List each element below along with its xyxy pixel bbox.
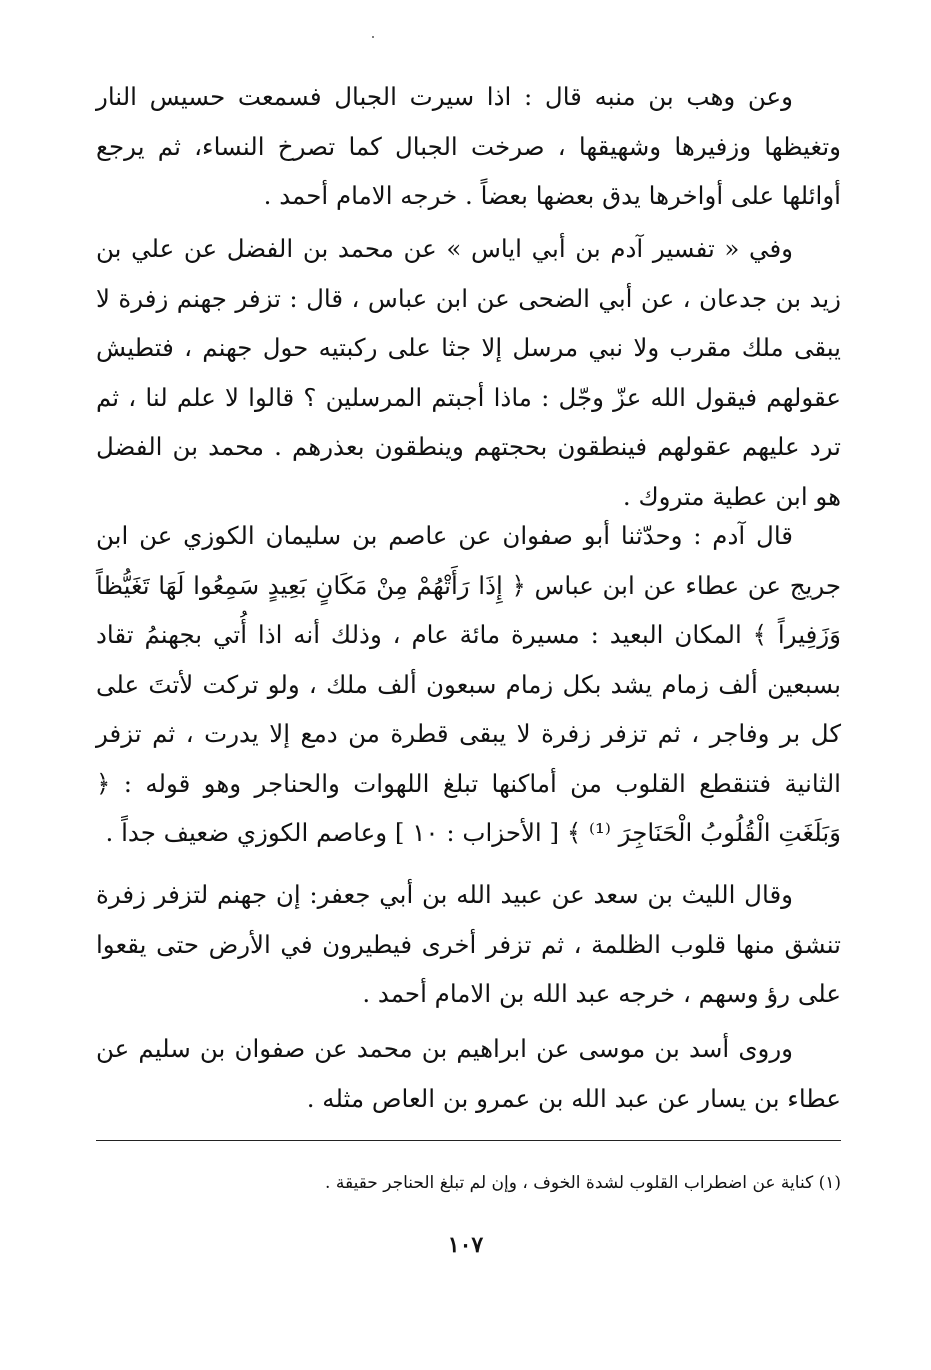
paragraph-text: وعن وهب بن منبه قال : اذا سيرت الجبال فسمعت حسيس النار وتغيظها وزفيرها وشهيقها ، صرخت الجبال كما تصرخ النساء، ثم يرجع أوائلها على أواخرها يدق بعضها بعضاً . خرجه الامام أحمد . xyxy=(96,82,841,210)
page-number: ١٠٧ xyxy=(447,1232,484,1258)
paragraph-qala-adam xyxy=(96,511,841,858)
footnote-divider xyxy=(96,1140,841,1141)
paragraph-layth xyxy=(96,870,841,1019)
paragraph-text: وروى أسد بن موسى عن ابراهيم بن محمد عن صفوان بن سليم عن عطاء بن يسار عن عبد الله بن عمرو بن العاص مثله . xyxy=(96,1034,841,1113)
scan-speck xyxy=(372,36,374,38)
paragraph-text: قال آدم : وحدّثنا أبو صفوان عن عاصم بن سليمان الكوزي عن ابن جريج عن عطاء عن ابن عباس ﴿ إِذَا رَأَتْهُمْ مِنْ مَكَانٍ بَعِيدٍ سَمِعُوا لَهَا تَغَيُّظاً وَزَفِيراً ﴾ المكان البعيد : مسيرة مائة عام ، وذلك أنه اذا أُتي بجهنمُ تقاد بسبعين ألف زمام يشد بكل زمام سبعون ألف ملك ، ولو تركت لأتتَ على كل بر وفاجر ، ثم تزفر زفرة لا يبقى قطرة من دمع إلا يدرت ، ثم تزفر الثانية فتنقطع القلوب من أماكنها تبلغ اللهوات والحناجر وهو قوله : ﴿ وَبَلَغَتِ الْقُلُوبُ الْحَنَاجِرَ ⁽¹⁾ ﴾ [ الأحزاب : ١٠ ] وعاصم الكوزي ضعيف جداً . xyxy=(96,521,841,847)
paragraph-text: وقال الليث بن سعد عن عبيد الله بن أبي جعفر: إن جهنم لتزفر زفرة تنشق منها قلوب الظلمة ، ثم تزفر أخرى فيطيرون في الأرض حتى يقعوا على رؤ وسهم ، خرجه عبد الله بن الامام أحمد . xyxy=(96,880,841,1008)
footnote: (١) كناية عن اضطراب القلوب لشدة الخوف ، وإن لم تبلغ الحناجر حقيقة . xyxy=(325,1173,841,1193)
paragraph-asad xyxy=(96,1024,841,1123)
paragraph-text: وفي « تفسير آدم بن أبي اياس » عن محمد بن الفضل عن علي بن زيد بن جدعان ، عن أبي الضحى عن ابن عباس ، قال : تزفر جهنم زفرة لا يبقى ملك مقرب ولا نبي مرسل إلا جثا على ركبتيه حول جهنم ، فتطيش عقولهم فيقول الله عزّ وجّل : ماذا أجبتم المرسلين ؟ قالوا لا علم لنا ، ثم ترد عليهم عقولهم فينطقون بحجتهم وينطقون بعذرهم . محمد بن الفضل هو ابن عطية متروك . xyxy=(96,234,841,511)
paragraph-wahb xyxy=(96,72,841,221)
paragraph-tafsir-adam xyxy=(96,224,841,521)
